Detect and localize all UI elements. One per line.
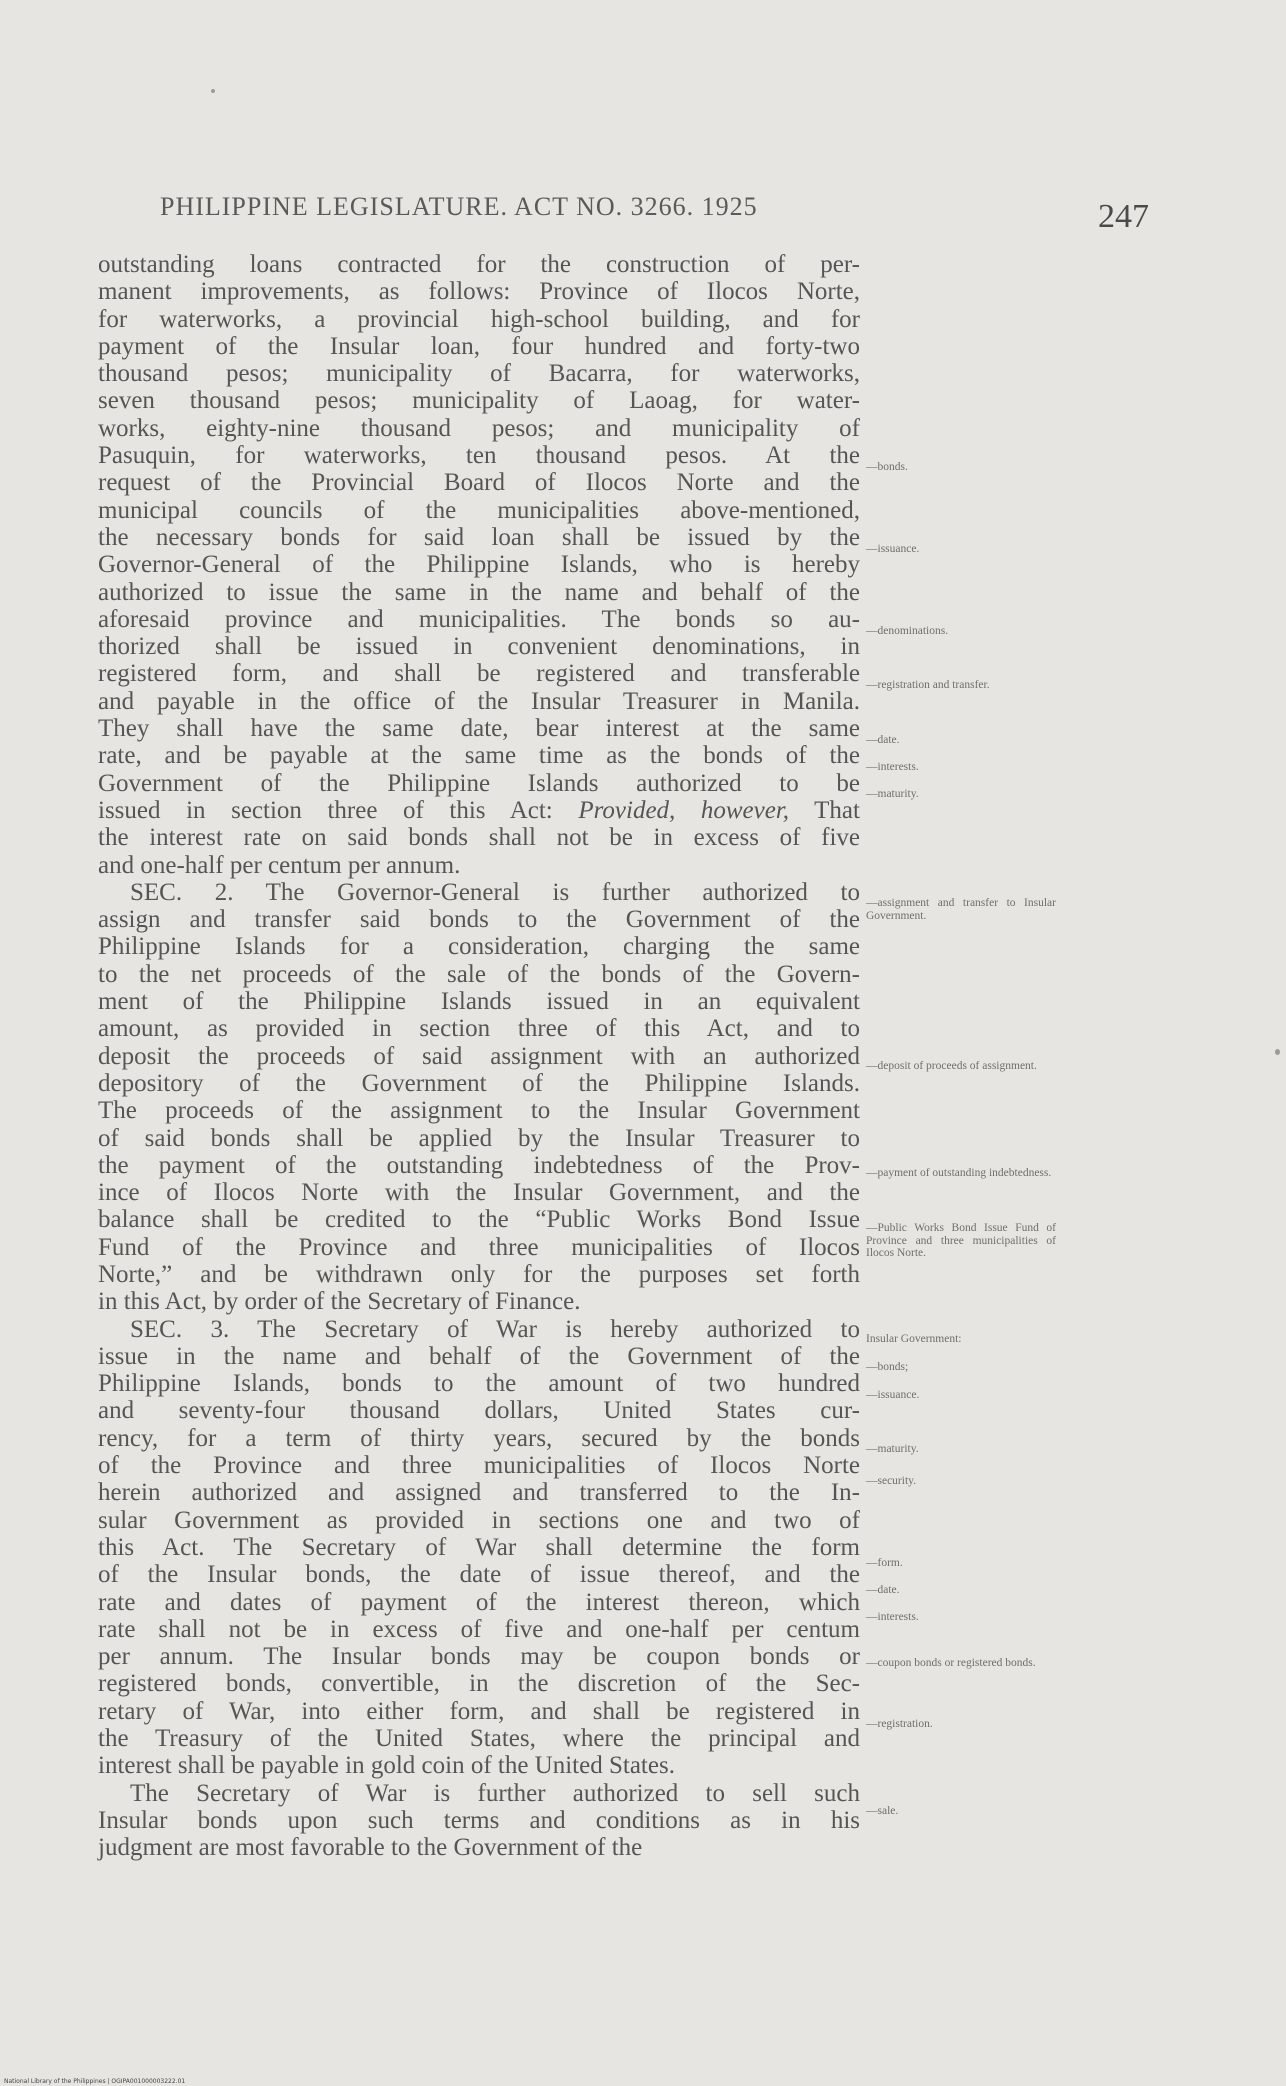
body-text bbox=[98, 251, 860, 1862]
text-line: Pasuquin, for waterworks, ten thousand pesos. At the bbox=[98, 442, 860, 470]
section-heading-line bbox=[98, 879, 860, 906]
text-line: rate and dates of payment of the interest thereon, which bbox=[98, 1588, 860, 1616]
text-line: herein authorized and assigned and transferred to the In- bbox=[98, 1479, 860, 1507]
side-note-maturity: —maturity. bbox=[866, 788, 919, 800]
text-line: of the Province and three municipalities of Ilocos Norte bbox=[98, 1452, 860, 1480]
text-line: the Treasury of the United States, where the principal and bbox=[98, 1725, 860, 1753]
text-line: assign and transfer said bonds to the Government of the bbox=[98, 906, 860, 934]
text-line: and one-half per centum per annum. bbox=[98, 851, 461, 879]
text-line: They shall have the same date, bear interest at the same bbox=[98, 715, 860, 743]
section-heading-line bbox=[98, 1316, 860, 1343]
text-line: amount, as provided in section three of this Act, and to bbox=[98, 1015, 860, 1043]
text-line: for waterworks, a provincial high-school building, and for bbox=[98, 305, 860, 333]
text-line: rate, and be payable at the same time as the bonds of the bbox=[98, 742, 860, 770]
side-note-registration: —registration. bbox=[866, 1718, 933, 1730]
side-note-date-2: —date. bbox=[866, 1584, 900, 1596]
side-note-security: —security. bbox=[866, 1475, 917, 1487]
side-note-fund: —Public Works Bond Issue Fund of Province and three municipalities of Ilocos Norte. bbox=[866, 1222, 1056, 1259]
text-line: payment of the Insular loan, four hundred and forty-two bbox=[98, 332, 860, 360]
running-head: PHILIPPINE LEGISLATURE. ACT NO. 3266. 1925 bbox=[160, 192, 758, 221]
text-line: The proceeds of the assignment to the Insular Government bbox=[98, 1097, 860, 1125]
text-line: thorized shall be issued in convenient denominations, in bbox=[98, 633, 860, 661]
scan-speck bbox=[211, 89, 215, 93]
side-note-maturity-2: —maturity. bbox=[866, 1443, 919, 1455]
side-note-bonds-2: —bonds; bbox=[866, 1361, 909, 1373]
text-line: interest shall be payable in gold coin of the United States. bbox=[98, 1752, 675, 1780]
text-line: request of the Provincial Board of Ilocos Norte and the bbox=[98, 469, 860, 497]
text-fragment: 3. The Secretary of War is hereby authorized to bbox=[210, 1315, 860, 1343]
section-abbrev: SEC. bbox=[130, 878, 183, 906]
text-line: ince of Ilocos Norte with the Insular Government, and the bbox=[98, 1179, 860, 1207]
text-line: per annum. The Insular bonds may be coupon bonds or bbox=[98, 1643, 860, 1671]
text-fragment: 2. The Governor-General is further authorized to bbox=[214, 878, 860, 906]
text-fragment: That bbox=[814, 796, 860, 824]
text-line: retary of War, into either form, and shall be registered in bbox=[98, 1697, 860, 1725]
text-line: the necessary bonds for said loan shall be issued by the bbox=[98, 523, 860, 551]
text-line: municipal councils of the municipalities above-mentioned, bbox=[98, 496, 860, 524]
text-line: rency, for a term of thirty years, secured by the bonds bbox=[98, 1424, 860, 1452]
side-note-registration-transfer: —registration and transfer. bbox=[866, 679, 990, 691]
side-note-form: —form. bbox=[866, 1557, 903, 1569]
text-line: sular Government as provided in sections one and two of bbox=[98, 1506, 860, 1534]
text-line: seven thousand pesos; municipality of Laoag, for water- bbox=[98, 387, 860, 415]
scan-speck bbox=[1275, 1049, 1280, 1055]
side-note-payment: —payment of outstanding indebtedness. bbox=[866, 1167, 1052, 1179]
text-line: of said bonds shall be applied by the Insular Treasurer to bbox=[98, 1124, 860, 1152]
text-line: the interest rate on said bonds shall not be in excess of five bbox=[98, 824, 860, 852]
text-line: Norte,” and be withdrawn only for the purposes set forth bbox=[98, 1260, 860, 1288]
side-note-assignment: —assignment and transfer to Insular Government. bbox=[866, 897, 1056, 922]
text-line: ment of the Philippine Islands issued in an equivalent bbox=[98, 988, 860, 1016]
text-line: registered form, and shall be registered and transferable bbox=[98, 660, 860, 688]
text-line: Governor-General of the Philippine Islands, who is hereby bbox=[98, 551, 860, 579]
side-note-date: —date. bbox=[866, 734, 900, 746]
text-line: manent improvements, as follows: Province of Ilocos Norte, bbox=[98, 278, 860, 306]
text-line: Philippine Islands for a consideration, charging the same bbox=[98, 933, 860, 961]
side-note-denominations: —denominations. bbox=[866, 625, 949, 637]
text-line: depository of the Government of the Philippine Islands. bbox=[98, 1069, 860, 1097]
text-line: outstanding loans contracted for the construction of per- bbox=[98, 251, 860, 278]
text-line: the payment of the outstanding indebtedness of the Prov- bbox=[98, 1151, 860, 1179]
text-line: Government of the Philippine Islands authorized to be bbox=[98, 769, 860, 797]
text-line: The Secretary of War is further authorized to sell such bbox=[130, 1779, 860, 1807]
side-note-sale: —sale. bbox=[866, 1805, 899, 1817]
text-line: thousand pesos; municipality of Bacarra, for waterworks, bbox=[98, 360, 860, 388]
side-note-deposit: —deposit of proceeds of assignment. bbox=[866, 1060, 1037, 1072]
text-line: and seventy-four thousand dollars, United States cur- bbox=[98, 1397, 860, 1425]
text-line-with-proviso bbox=[98, 797, 860, 824]
section-abbrev: SEC. bbox=[130, 1315, 183, 1343]
text-line: and payable in the office of the Insular Treasurer in Manila. bbox=[98, 687, 860, 715]
text-line: this Act. The Secretary of War shall determine the form bbox=[98, 1533, 860, 1561]
side-note-interests-2: —interests. bbox=[866, 1611, 919, 1623]
page-number: 247 bbox=[1098, 198, 1149, 235]
text-line: authorized to issue the same in the name and behalf of the bbox=[98, 578, 860, 606]
text-line: in this Act, by order of the Secretary of Finance. bbox=[98, 1288, 581, 1316]
text-line: issue in the name and behalf of the Government of the bbox=[98, 1342, 860, 1370]
text-line: deposit the proceeds of said assignment with an authorized bbox=[98, 1042, 860, 1070]
text-line: Insular bonds upon such terms and conditions as in his bbox=[98, 1806, 860, 1834]
text-line: rate shall not be in excess of five and one-half per centum bbox=[98, 1615, 860, 1643]
text-line: balance shall be credited to the “Public Works Bond Issue bbox=[98, 1206, 860, 1234]
text-line: registered bonds, convertible, in the discretion of the Sec- bbox=[98, 1670, 860, 1698]
text-line: Philippine Islands, bonds to the amount of two hundred bbox=[98, 1370, 860, 1398]
text-line: of the Insular bonds, the date of issue thereof, and the bbox=[98, 1561, 860, 1589]
text-line: Fund of the Province and three municipalities of Ilocos bbox=[98, 1233, 860, 1261]
text-line: to the net proceeds of the sale of the bonds of the Govern- bbox=[98, 960, 860, 988]
side-note-insular-government: Insular Government: bbox=[866, 1333, 962, 1345]
side-note-interests: —interests. bbox=[866, 761, 919, 773]
proviso-italic: Provided, however, bbox=[578, 796, 790, 824]
text-line: aforesaid province and municipalities. The bonds so au- bbox=[98, 605, 860, 633]
text-line: judgment are most favorable to the Government of the bbox=[98, 1834, 643, 1862]
side-note-issuance-2: —issuance. bbox=[866, 1389, 920, 1401]
scan-footer: National Library of the Philippines | OGIPA001000003222.01 bbox=[4, 2078, 186, 2085]
side-note-coupon-bonds: —coupon bonds or registered bonds. bbox=[866, 1657, 1036, 1669]
side-note-bonds: —bonds. bbox=[866, 461, 908, 473]
side-note-issuance: —issuance. bbox=[866, 543, 920, 555]
text-fragment: issued in section three of this Act: bbox=[98, 796, 553, 824]
text-line: works, eighty-nine thousand pesos; and municipality of bbox=[98, 414, 860, 442]
